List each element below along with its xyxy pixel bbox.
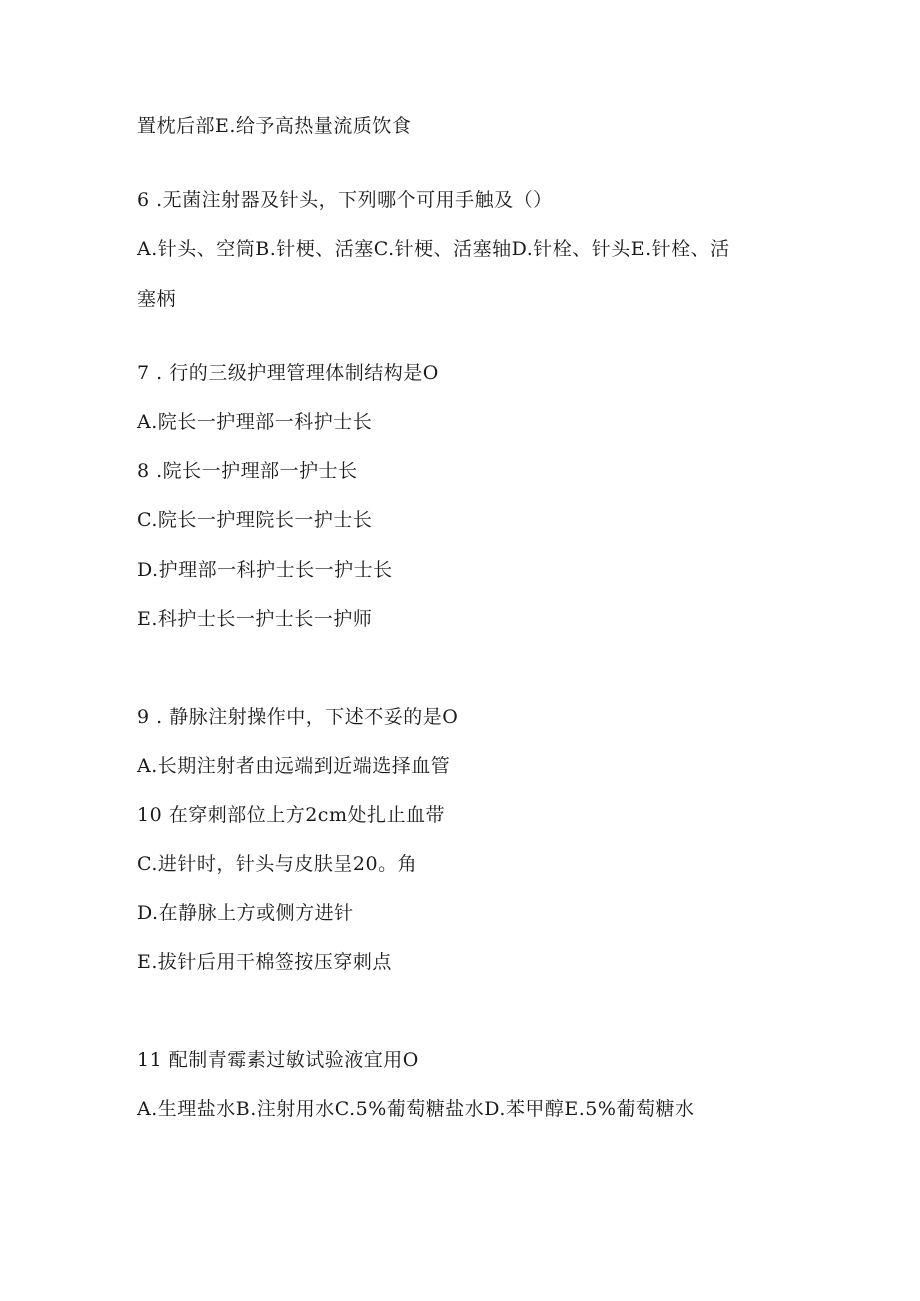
- question-9: 9 . 静脉注射操作中，下述不妥的是O: [137, 706, 459, 728]
- question-7-option-d: D.护理部一科护士长一护士长: [137, 559, 393, 581]
- text-line-1: 置枕后部E.给予高热量流质饮食: [137, 115, 412, 137]
- question-8: 8 .院长一护理部一护士长: [137, 460, 358, 482]
- question-11: 11 配制青霉素过敏试验液宜用O: [137, 1049, 419, 1071]
- question-7-option-a: A.院长一护理部一科护士长: [137, 411, 373, 433]
- question-9-option-d: D.在静脉上方或侧方进针: [137, 902, 354, 924]
- question-9-option-a: A.长期注射者由远端到近端选择血管: [137, 755, 451, 777]
- question-7: 7 . 行的三级护理管理体制结构是O: [137, 362, 439, 384]
- question-6-options: A.针头、空筒B.针梗、活塞C.针梗、活塞轴D.针栓、针头E.针栓、活: [137, 238, 730, 260]
- question-6-options-cont: 塞柄: [137, 288, 177, 310]
- question-11-options: A.生理盐水B.注射用水C.5%葡萄糖盐水D.苯甲醇E.5%葡萄糖水: [137, 1098, 695, 1120]
- question-10: 10 在穿刺部位上方2cm处扎止血带: [137, 804, 445, 826]
- question-9-option-c: C.进针时，针头与皮肤呈20。角: [137, 853, 418, 875]
- question-9-option-e: E.拔针后用干棉签按压穿刺点: [137, 951, 392, 973]
- question-6: 6 .无菌注射器及针头，下列哪个可用手触及（）: [137, 189, 553, 211]
- question-7-option-c: C.院长一护理院长一护士长: [137, 509, 373, 531]
- question-7-option-e: E.科护士长一护士长一护师: [137, 608, 373, 630]
